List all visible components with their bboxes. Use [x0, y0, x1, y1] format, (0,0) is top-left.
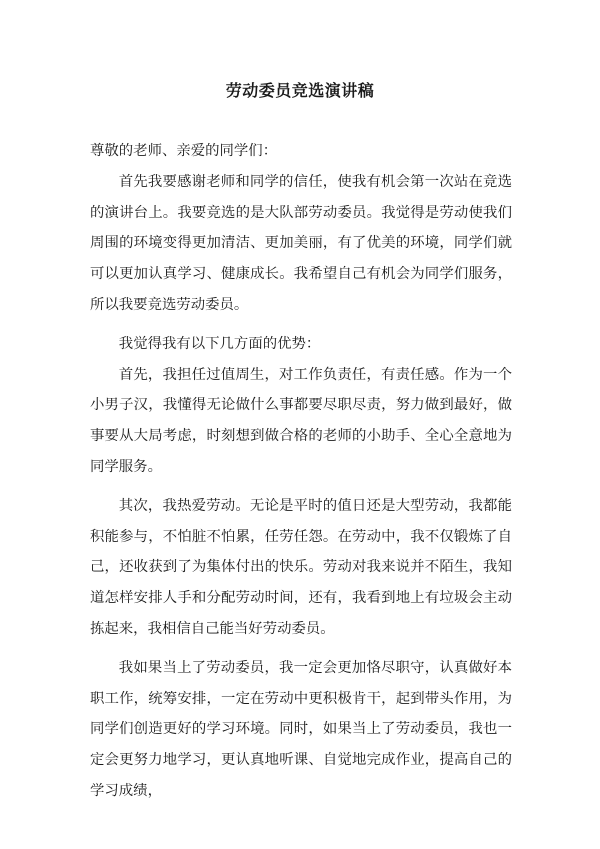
paragraph-second-advantage: 其次，我热爱劳动。无论是平时的值日还是大型劳动，我都能积能参与，不怕脏不怕累，任劳任怨。在劳动中，我不仅锻炼了自己，还收获到了为集体付出的快乐。劳动对我来说并不陌生，我知道怎样安排人手和分配劳动时间，还有，我看到地上有垃圾会主动拣起来，我相信自己能当好劳动委员。: [90, 497, 512, 637]
paragraph-gratitude: 首先我要感谢老师和同学的信任，使我有机会第一次站在竞选的演讲台上。我要竞选的是大队部劳动委员。我觉得是劳动使我们周围的环境变得更加清洁、更加美丽，有了优美的环境，同学们就可以更加认真学习、健康成长。我希望自己有机会为同学们服务，所以我要竞选劳动委员。: [90, 173, 512, 313]
salutation: 尊敬的老师、亲爱的同学们：: [90, 143, 278, 159]
document-title: 劳动委员竞选演讲稿: [225, 81, 375, 100]
document-body: [90, 136, 512, 807]
paragraph-advantages-intro: 我觉得我有以下几方面的优势：: [118, 335, 321, 352]
paragraph-first-advantage: 首先，我担任过值周生，对工作负责任，有责任感。作为一个小男子汉，我懂得无论做什么事都要尽职尽责，努力做到最好，做事要从大局考虑，时刻想到做合格的老师的小助手、全心全意地为同学服务。: [90, 366, 512, 475]
paragraph-commitment: 我如果当上了劳动委员，我一定会更加恪尽职守，认真做好本职工作，统筹安排，一定在劳动中更积极肯干，起到带头作用，为同学们创造更好的学习环境。同时，如果当上了劳动委员，我也一定会更努力地学习，更认真地听课、自觉地完成作业，提高自己的学习成绩，: [90, 659, 512, 799]
